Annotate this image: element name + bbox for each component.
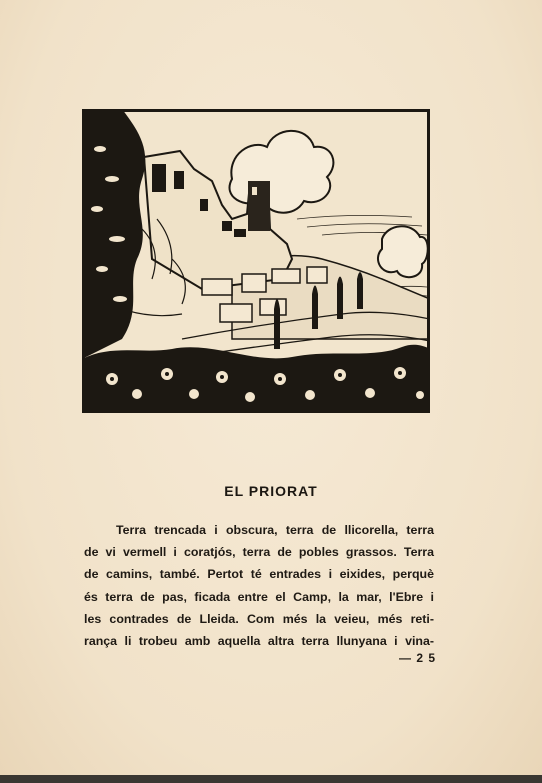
paragraph-line: Terra trencada i obscura, terra de llicorella, terra <box>116 523 434 537</box>
page-number: — 2 5 <box>398 651 436 665</box>
page-bottom-edge <box>0 775 542 783</box>
paragraph-line: de vi vermell i coratjós, terra de pobles grassos. Terra <box>84 545 434 560</box>
chapter-title: EL PRIORAT <box>224 483 318 499</box>
paragraph-line: de camins, també. Pertot té entrades i eixides, perquè <box>84 567 434 582</box>
paragraph-line: les contrades de Lleida. Com més la veieu, més reti- <box>84 611 434 626</box>
paragraph-line: rança li trobeu amb aquella altra terra llunyana i vina- <box>84 633 434 648</box>
priorat-landscape-illustration <box>82 109 430 413</box>
body-paragraph <box>84 519 434 652</box>
paragraph-line: és terra de pas, ficada entre el Camp, la mar, l'Ebre i <box>84 589 434 604</box>
